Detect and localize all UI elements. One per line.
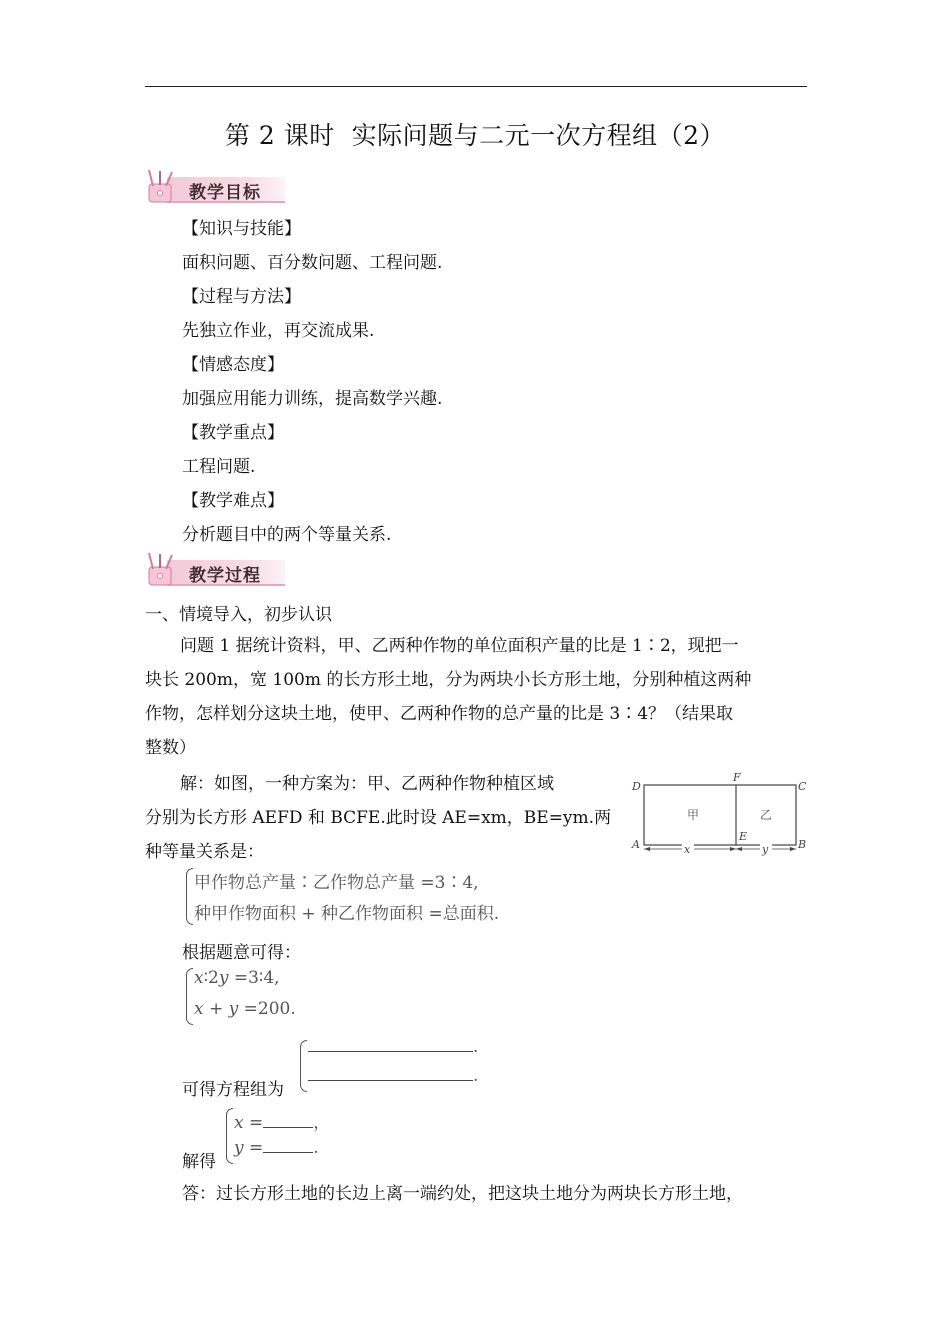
top-rule xyxy=(145,86,807,87)
pencil-cup-icon xyxy=(143,551,183,589)
relation-1: 甲作物总产量∶乙作物总产量 =3∶4, xyxy=(194,873,479,893)
section-header-process xyxy=(143,551,293,589)
goal-text-2: 先独立作业，再交流成果. xyxy=(182,321,375,341)
region-yi: 乙 xyxy=(760,808,773,822)
goal-text-1: 面积问题、百分数问题、工程问题. xyxy=(182,253,443,273)
goal-text-3: 加强应用能力训练，提高数学兴趣. xyxy=(182,389,443,409)
solution-line-3: 种等量关系是： xyxy=(145,842,264,862)
system-label: 可得方程组为 xyxy=(182,1080,284,1100)
blank-line-2[interactable] xyxy=(308,1080,473,1081)
equations-brace xyxy=(186,968,193,1025)
problem-line-4: 整数） xyxy=(145,738,196,758)
label-e: E xyxy=(739,830,748,843)
solution-x: x = ， xyxy=(234,1113,331,1133)
relations-brace xyxy=(186,868,193,925)
land-rectangle xyxy=(644,785,796,845)
goal-label-4: 【教学重点】 xyxy=(182,423,284,443)
goal-label-5: 【教学难点】 xyxy=(182,491,284,511)
page-title xyxy=(0,116,950,152)
dim-label-x: x xyxy=(684,843,691,856)
label-d: D xyxy=(632,780,641,793)
solve-label: 解得 xyxy=(182,1152,216,1172)
step-heading: 一、情境导入，初步认识 xyxy=(145,605,332,625)
problem-line-1: 问题 1 据统计资料，甲、乙两种作物的单位面积产量的比是 1∶2，现把一 xyxy=(180,636,739,656)
relation-2: 种甲作物面积 + 种乙作物面积 =总面积. xyxy=(194,904,500,924)
equation-2: x + y =200. xyxy=(194,999,296,1019)
solution-brace xyxy=(226,1108,233,1164)
blank-line-1[interactable] xyxy=(308,1051,473,1052)
problem-line-3: 作物，怎样划分这块土地，使甲、乙两种作物的总产量的比是 3∶4？（结果取 xyxy=(145,704,734,724)
pencil-cup-icon xyxy=(143,168,183,206)
label-a: A xyxy=(632,838,640,851)
land-division-diagram xyxy=(630,770,812,858)
section-header-goals xyxy=(143,168,293,206)
goal-label-3: 【情感态度】 xyxy=(182,355,284,375)
eq1-var-y: y xyxy=(218,968,229,988)
goal-label-1: 【知识与技能】 xyxy=(182,219,301,239)
section-header-goals-label: 教学目标 xyxy=(189,183,261,203)
solution-y: y = . xyxy=(234,1138,319,1158)
eq1-var-x: x xyxy=(194,968,204,988)
label-c: C xyxy=(798,780,807,793)
eq2-var-y: y xyxy=(228,999,239,1019)
goal-label-2: 【过程与方法】 xyxy=(182,287,301,307)
blank-equation-2: . xyxy=(308,1066,478,1086)
goal-text-4: 工程问题. xyxy=(182,457,256,477)
region-jia: 甲 xyxy=(687,808,700,822)
blank-system-brace xyxy=(300,1040,307,1092)
blank-equation-1: . xyxy=(308,1037,478,1057)
equation-1: x∶2y =3∶4, xyxy=(194,968,280,988)
goal-text-5: 分析题目中的两个等量关系. xyxy=(182,525,392,545)
problem-line-2: 块长 200m，宽 100m 的长方形土地，分为两块小长方形土地，分别种植这两种 xyxy=(145,670,752,690)
answer-line: 答：过长方形土地的长边上离一端约处，把这块土地分为两块长方形土地， xyxy=(182,1184,743,1204)
solution-y-blank[interactable] xyxy=(263,1152,313,1153)
solution-x-blank[interactable] xyxy=(263,1127,313,1128)
label-f: F xyxy=(733,771,741,784)
lesson-number: 第 2 课时 xyxy=(224,121,335,150)
label-b: B xyxy=(798,838,807,851)
eq2-var-x: x xyxy=(194,999,204,1019)
section-header-process-label: 教学过程 xyxy=(189,566,261,586)
lesson-topic: 实际问题与二元一次方程组（2） xyxy=(351,121,726,150)
by-meaning-label: 根据题意可得： xyxy=(182,943,301,963)
dim-label-y: y xyxy=(762,843,769,856)
solution-line-2: 分别为长方形 AEFD 和 BCFE.此时设 AE=xm，BE=ym.两 xyxy=(145,808,612,828)
solution-line-1: 解：如图，一种方案为：甲、乙两种作物种植区域 xyxy=(180,774,554,794)
